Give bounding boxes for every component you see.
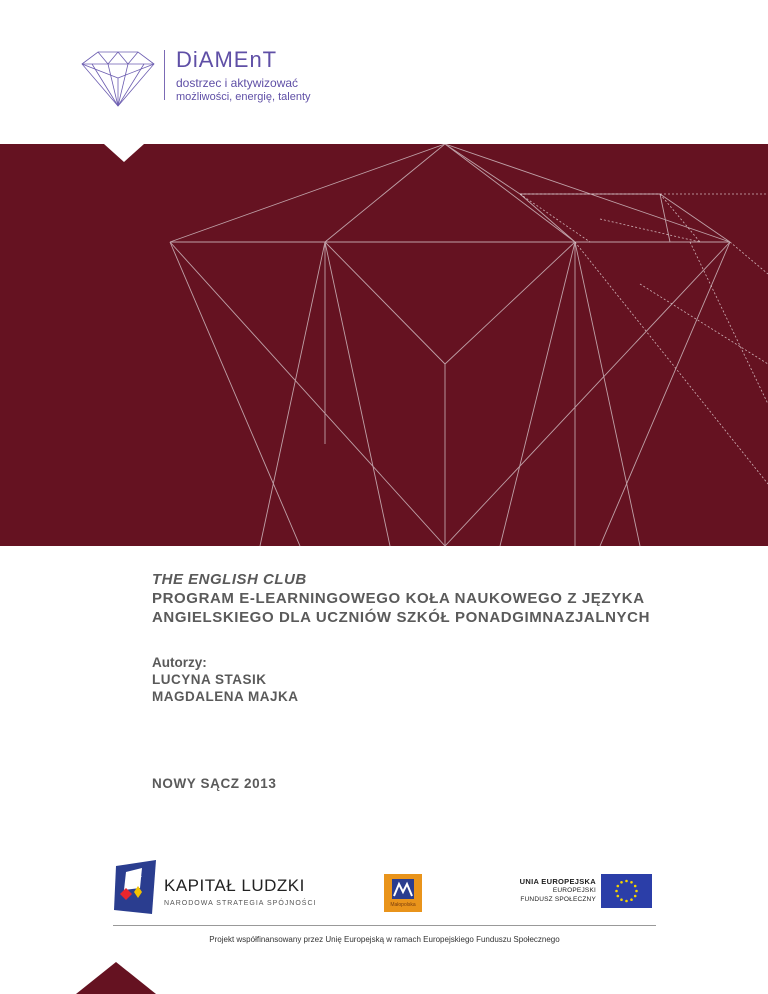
- eu-line-2: EUROPEJSKI: [552, 887, 596, 894]
- banner-notch: [104, 144, 144, 162]
- subtitle-line-1: PROGRAM E-LEARNINGOWEGO KOŁA NAUKOWEGO Z JĘZYKA: [152, 590, 645, 607]
- footer-text: Projekt współfinansowany przez Unię Europejską w ramach Europejskiego Funduszu Społecznego: [209, 935, 560, 944]
- malopolska-logo: [384, 874, 422, 912]
- malopolska-label: Małopolska: [390, 902, 416, 908]
- logo-name: DiAMEnT: [176, 47, 278, 72]
- kapital-ludzki-emblem-icon: [112, 858, 160, 916]
- author-name: LUCYNA STASIK: [152, 672, 267, 687]
- footer-rule: [113, 925, 656, 926]
- diament-logo: [80, 40, 340, 112]
- authors-label: Autorzy:: [152, 655, 207, 670]
- eu-text: [496, 877, 596, 904]
- kapital-ludzki-subtitle: NARODOWA STRATEGIA SPÓJNOŚCI: [164, 900, 317, 907]
- diamond-icon: [80, 48, 156, 108]
- club-name: THE ENGLISH CLUB: [152, 571, 307, 588]
- diamond-line-art: [0, 144, 768, 546]
- place-date: NOWY SĄCZ 2013: [152, 776, 277, 791]
- author-name: MAGDALENA MAJKA: [152, 689, 299, 704]
- eu-line-1: UNIA EUROPEJSKA: [519, 877, 596, 886]
- subtitle-line-2: ANGIELSKIEGO DLA UCZNIÓW SZKÓŁ PONADGIMNAZJALNYCH: [152, 609, 651, 626]
- logo-tagline-2: możliwości, energię, talenty: [176, 91, 311, 103]
- malopolska-emblem-icon: [391, 878, 415, 900]
- kapital-ludzki-logo: [112, 858, 317, 918]
- logo-tagline-1: dostrzec i aktywizować: [176, 76, 299, 90]
- title-banner: [0, 144, 768, 546]
- kapital-ludzki-title: KAPITAŁ LUDZKI: [164, 876, 305, 895]
- bottom-decor-shape: [76, 962, 156, 994]
- logo-divider: [164, 50, 165, 100]
- eu-flag-icon: [601, 874, 652, 908]
- authors-block: [152, 654, 299, 705]
- eu-line-3: FUNDUSZ SPOŁECZNY: [520, 896, 596, 903]
- subtitle-block: [152, 570, 732, 627]
